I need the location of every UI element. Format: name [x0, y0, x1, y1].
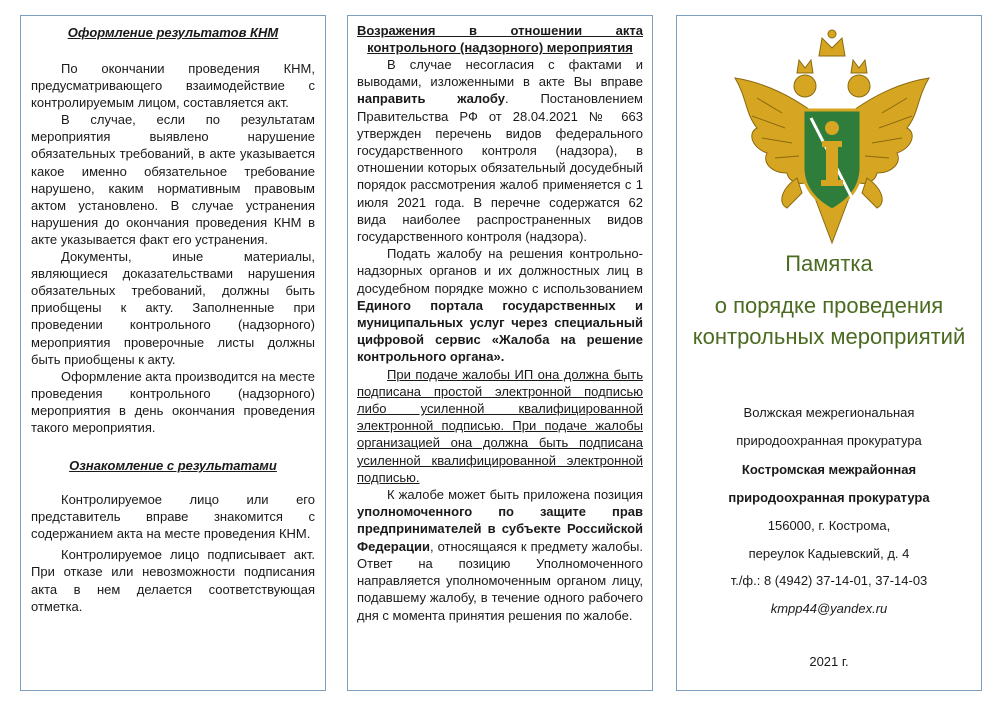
heading-familiarization: Ознакомление с результатами — [69, 458, 277, 474]
panel-cover — [676, 15, 982, 691]
emphasis: направить жалобу — [357, 91, 505, 107]
heading-results-registration: Оформление результатов КНМ — [67, 25, 279, 40]
org-line: природоохранная прокуратура — [736, 433, 922, 448]
emphasis: уполномоченного по защите прав предпринимателей в субъекте Российской Федерации — [357, 504, 643, 554]
paragraph: Оформление акта производится на месте проведения контрольного (надзорного) мероприятия в день окончания проведения такого мероприятия. — [31, 368, 315, 435]
address-line: 156000, г. Кострома, — [767, 518, 891, 533]
address-line: переулок Кадыевский, д. 4 — [748, 546, 910, 561]
brochure-title: Памятка — [785, 251, 873, 276]
panel-objections — [347, 15, 653, 691]
emphasis: Единого портала государственных и муниципальных услуг через специальный цифровой сервис «Жалоба на решение контрольного органа». — [357, 297, 643, 365]
phone: т./ф.: 8 (4942) 37-14-01, 37-14-03 — [730, 573, 928, 588]
paragraph: По окончании проведения КНМ, предусматривающего взаимодействие с контролируемым лицом, составляется акт. — [31, 61, 315, 111]
heading-line: контрольного (надзорного) мероприятия — [367, 40, 633, 55]
heading-objections — [357, 22, 643, 56]
paragraph: Подать жалобу на решения контрольно-надзорных органов и их должностных лиц в досудебном порядке можно с использованием Единого портала государственных и муниципальных услуг через специальный цифровой сервис «Жалоба на решение контрольного органа». — [357, 246, 643, 365]
panel-results — [20, 15, 326, 691]
brochure-subtitle: о порядке проведения контрольных мероприятий — [692, 293, 966, 349]
paragraph: Документы, иные материалы, являющиеся доказательствами нарушения обязательных требований, должны быть приобщены к акту. Заполненные при проведении контрольного (надзорного) мероприятия проверочные листы должны быть приобщены к акту. — [31, 249, 315, 367]
org-line: Волжская межрегиональная — [743, 405, 915, 420]
org-name: Костромская межрайонная — [741, 462, 917, 477]
heading-line: Возражения в отношении акта — [357, 23, 643, 38]
paragraph: В случае, если по результатам мероприятия выявлено нарушение обязательных требований, в акте указывается какое именно обязательное требование нарушено, каким нормативным правовым актом установлено. В случае устранения нарушения до окончания проведения КНМ в акте указывается факт его устранения. — [31, 112, 315, 247]
prosecutor-emblem-icon — [727, 28, 937, 253]
paragraph: В случае несогласия с фактами и выводами, изложенными в акте Вы вправе направить жалобу. Постановлением Правительства РФ от 28.04.2021 № 663 утвержден перечень видов федерального государственного контроля (надзора), в отношении которых обязательный досудебный порядок рассмотрения жалоб применяется с 1 июля 2021 года. В перечне содержатся 62 вида наиболее распространенных видов государственного контроля (надзора). — [357, 57, 643, 245]
year: 2021 г. — [809, 654, 849, 669]
paragraph-underlined: При подаче жалобы ИП она должна быть подписана простой электронной подписью либо усиленной квалифицированной электронной подписью. При подаче жалобы организацией она должна быть подписана усиленной квалифицированной электронной подписью. — [357, 366, 643, 485]
paragraph: Контролируемое лицо подписывает акт. При отказе или невозможности подписания акта в нем делается соответствующая отметка. — [31, 547, 315, 614]
paragraph: Контролируемое лицо или его представитель вправе знакомится с содержанием акта на месте проведения КНМ. — [31, 492, 315, 542]
email: kmpp44@yandex.ru — [770, 601, 888, 616]
paragraph: К жалобе может быть приложена позиция уполномоченного по защите прав предпринимателей в субъекте Российской Федерации, относящаяся к предмету жалобы. Ответ на позицию Уполномоченного направляется уполномоченным органом лицу, подавшему жалобу, в течение одного рабочего дня с момента принятия решения по жалобе. — [357, 487, 643, 623]
org-name: природоохранная прокуратура — [728, 490, 930, 505]
